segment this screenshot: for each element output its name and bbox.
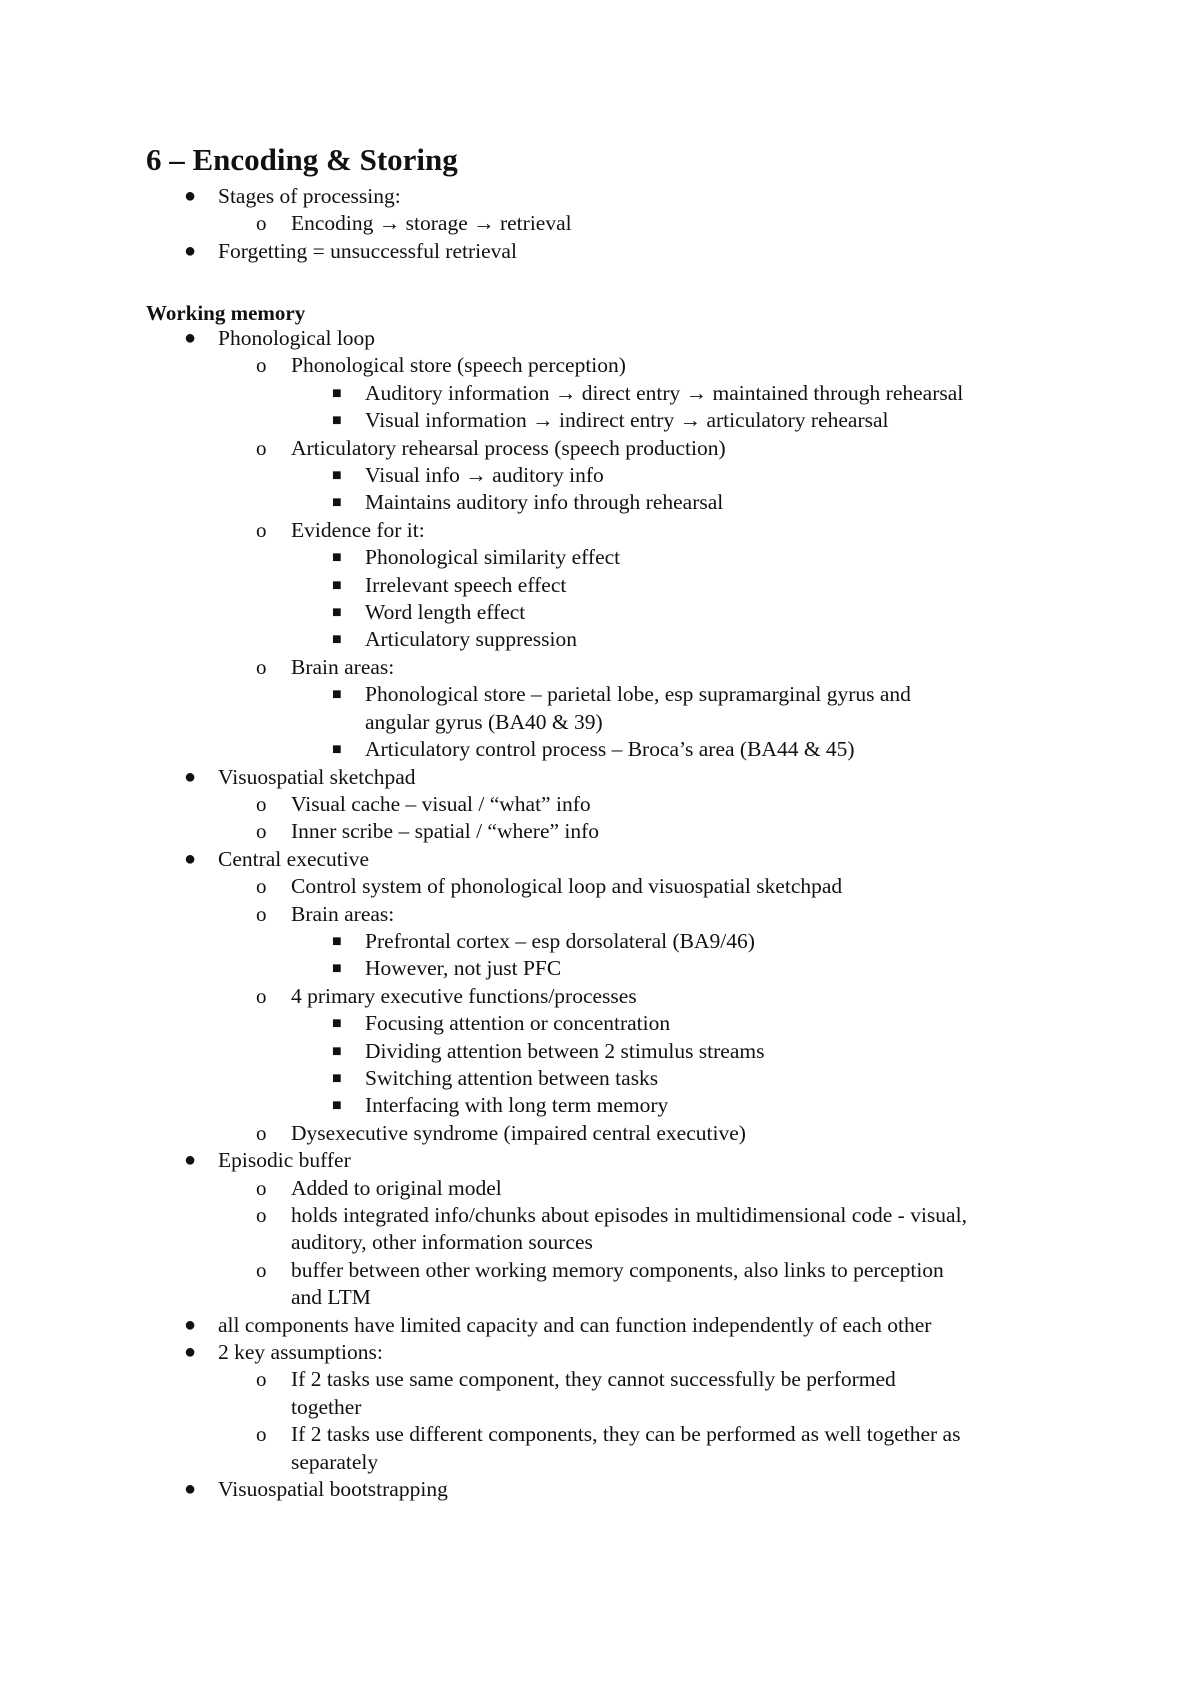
list-item-text: Evidence for it: <box>291 517 425 542</box>
bullet-icon: o <box>256 791 267 816</box>
list-item-text: Articulatory suppression <box>365 627 577 652</box>
list-item-text: angular gyrus (BA40 & 39) <box>365 709 603 734</box>
list-item-text: Visual cache – visual / “what” info <box>291 791 591 816</box>
list-item <box>0 681 967 708</box>
list-item <box>0 1284 967 1311</box>
bullet-icon: o <box>256 654 267 679</box>
list-item <box>0 901 967 928</box>
bullet-icon: o <box>256 1422 267 1447</box>
bullet-icon: ● <box>184 239 197 262</box>
bullet-icon: ■ <box>332 576 342 594</box>
bullet-icon: o <box>256 1367 267 1392</box>
bullet-icon: o <box>256 819 267 844</box>
bullet-icon: ■ <box>332 1015 342 1033</box>
list-item <box>0 1038 967 1065</box>
list-item <box>0 983 967 1010</box>
list-item-text: 2 key assumptions: <box>218 1340 383 1365</box>
list-item-text: Brain areas: <box>291 901 395 926</box>
bullet-icon: ● <box>184 1341 197 1364</box>
bullet-icon: o <box>256 901 267 926</box>
bullet-icon: o <box>256 874 267 899</box>
list-item <box>0 1229 967 1256</box>
bullet-icon: o <box>256 435 267 460</box>
bullet-icon: ■ <box>332 412 342 430</box>
list-item <box>0 572 967 599</box>
bullet-icon: ● <box>184 847 197 870</box>
bullet-icon: ● <box>184 765 197 788</box>
list-item <box>0 1010 967 1037</box>
bullet-icon: ■ <box>332 1069 342 1087</box>
list-item-text: separately <box>291 1449 379 1474</box>
list-item-text: Stages of processing: <box>218 184 401 208</box>
list-item <box>0 1092 967 1119</box>
list-item <box>0 709 967 736</box>
bullet-icon: ■ <box>332 467 342 485</box>
list-item-text: Visual info → auditory info <box>365 463 604 488</box>
bullet-icon: o <box>256 1257 267 1282</box>
bullet-icon: o <box>256 353 267 378</box>
intro-list <box>0 183 572 265</box>
list-item <box>0 1421 967 1448</box>
list-item <box>0 407 967 434</box>
bullet-icon: ■ <box>332 741 342 759</box>
list-item <box>0 1476 967 1503</box>
list-item-text: Added to original model <box>291 1175 502 1200</box>
bullet-icon: o <box>256 1175 267 1200</box>
list-item-text: and LTM <box>291 1285 371 1310</box>
list-item <box>0 183 572 210</box>
list-item <box>0 1202 967 1229</box>
list-item-text: buffer between other working memory components, also links to perception <box>291 1257 944 1282</box>
list-item-text: Articulatory control process – Broca’s area (BA44 & 45) <box>365 737 855 762</box>
list-item <box>0 1394 967 1421</box>
bullet-icon: ■ <box>332 1097 342 1115</box>
list-item-text: Interfacing with long term memory <box>365 1093 669 1118</box>
bullet-icon: ■ <box>332 631 342 649</box>
list-item <box>0 1449 967 1476</box>
bullet-icon: o <box>256 1203 267 1227</box>
list-item <box>0 1065 967 1092</box>
bullet-icon: ● <box>184 185 197 207</box>
list-item-text: auditory, other information sources <box>291 1230 593 1255</box>
list-item-text: Phonological store – parietal lobe, esp supramarginal gyrus and <box>365 682 911 707</box>
list-item-text: Focusing attention or concentration <box>365 1011 671 1036</box>
list-item-text: If 2 tasks use same component, they cannot successfully be performed <box>291 1367 896 1392</box>
list-item-text: Switching attention between tasks <box>365 1065 659 1090</box>
list-item-text: Visuospatial sketchpad <box>218 764 416 789</box>
list-item-text: However, not just PFC <box>365 956 562 981</box>
list-item-text: together <box>291 1394 362 1419</box>
bullet-icon: ■ <box>332 494 342 512</box>
list-item <box>0 928 967 955</box>
list-item <box>0 517 967 544</box>
section-title: Working memory <box>146 301 306 325</box>
bullet-icon: o <box>256 983 267 1008</box>
bullet-icon: ■ <box>332 384 342 402</box>
list-item <box>0 489 967 516</box>
list-item-text: If 2 tasks use different components, they can be performed as well together as <box>291 1422 961 1447</box>
list-item-text: all components have limited capacity and can function independently of each other <box>218 1312 932 1337</box>
list-item-text: Inner scribe – spatial / “where” info <box>291 819 600 844</box>
list-item-text: Phonological store (speech perception) <box>291 353 626 378</box>
list-item <box>0 873 967 900</box>
list-item <box>0 736 967 763</box>
list-item-text: Articulatory rehearsal process (speech production) <box>291 435 726 460</box>
bullet-icon: o <box>256 517 267 542</box>
list-item-text: Control system of phonological loop and visuospatial sketchpad <box>291 874 843 899</box>
bullet-icon: ■ <box>332 686 342 704</box>
list-item-text: Dividing attention between 2 stimulus streams <box>365 1038 765 1063</box>
list-item <box>0 210 572 237</box>
list-item <box>0 1366 967 1393</box>
list-item-text: Brain areas: <box>291 654 395 679</box>
bullet-icon: ■ <box>332 604 342 622</box>
bullet-icon: ● <box>184 1478 197 1501</box>
working-memory-list <box>0 325 967 1503</box>
list-item-text: Prefrontal cortex – esp dorsolateral (BA9/46) <box>365 928 755 953</box>
list-item-text: Forgetting = unsuccessful retrieval <box>218 238 517 263</box>
list-item <box>0 1257 967 1284</box>
list-item <box>0 1312 967 1339</box>
bullet-icon: ■ <box>332 1042 342 1060</box>
bullet-icon: ■ <box>332 960 342 978</box>
list-item-text: holds integrated info/chunks about episodes in multidimensional code - visual, <box>291 1203 967 1227</box>
list-item <box>0 818 967 845</box>
list-item <box>0 1175 967 1202</box>
list-item <box>0 544 967 571</box>
page-title: 6 – Encoding & Storing <box>146 142 458 177</box>
list-item <box>0 352 967 379</box>
list-item <box>0 1120 967 1147</box>
list-item-text: 4 primary executive functions/processes <box>291 983 637 1008</box>
list-item <box>0 791 967 818</box>
list-item-text: Encoding → storage → retrieval <box>291 211 572 236</box>
list-item <box>0 462 967 489</box>
list-item-text: Maintains auditory info through rehearsal <box>365 490 724 515</box>
list-item-text: Episodic buffer <box>218 1148 351 1173</box>
list-item-text: Dysexecutive syndrome (impaired central executive) <box>291 1120 746 1145</box>
list-item-text: Visual information → indirect entry → articulatory rehearsal <box>365 408 889 433</box>
list-item <box>0 764 967 791</box>
bullet-icon: ● <box>184 327 197 349</box>
list-item <box>0 955 967 982</box>
list-item <box>0 380 967 407</box>
list-item <box>0 654 967 681</box>
list-item-text: Word length effect <box>365 600 526 625</box>
bullet-icon: ■ <box>332 932 342 950</box>
list-item <box>0 435 967 462</box>
bullet-icon: ● <box>184 1313 197 1336</box>
list-item <box>0 1147 967 1174</box>
list-item-text: Visuospatial bootstrapping <box>218 1477 448 1502</box>
list-item-text: Phonological similarity effect <box>365 545 621 570</box>
list-item <box>0 599 967 626</box>
list-item-text: Central executive <box>218 846 370 871</box>
list-item <box>0 1339 967 1366</box>
list-item <box>0 325 967 352</box>
bullet-icon: ■ <box>332 549 342 567</box>
bullet-icon: o <box>256 211 267 236</box>
list-item-text: Auditory information → direct entry → maintained through rehearsal <box>365 380 964 405</box>
list-item-text: Phonological loop <box>218 326 376 350</box>
list-item <box>0 238 572 265</box>
list-item-text: Irrelevant speech effect <box>365 572 567 597</box>
bullet-icon: o <box>256 1120 267 1145</box>
list-item <box>0 626 967 653</box>
bullet-icon: ● <box>184 1149 197 1172</box>
list-item <box>0 846 967 873</box>
